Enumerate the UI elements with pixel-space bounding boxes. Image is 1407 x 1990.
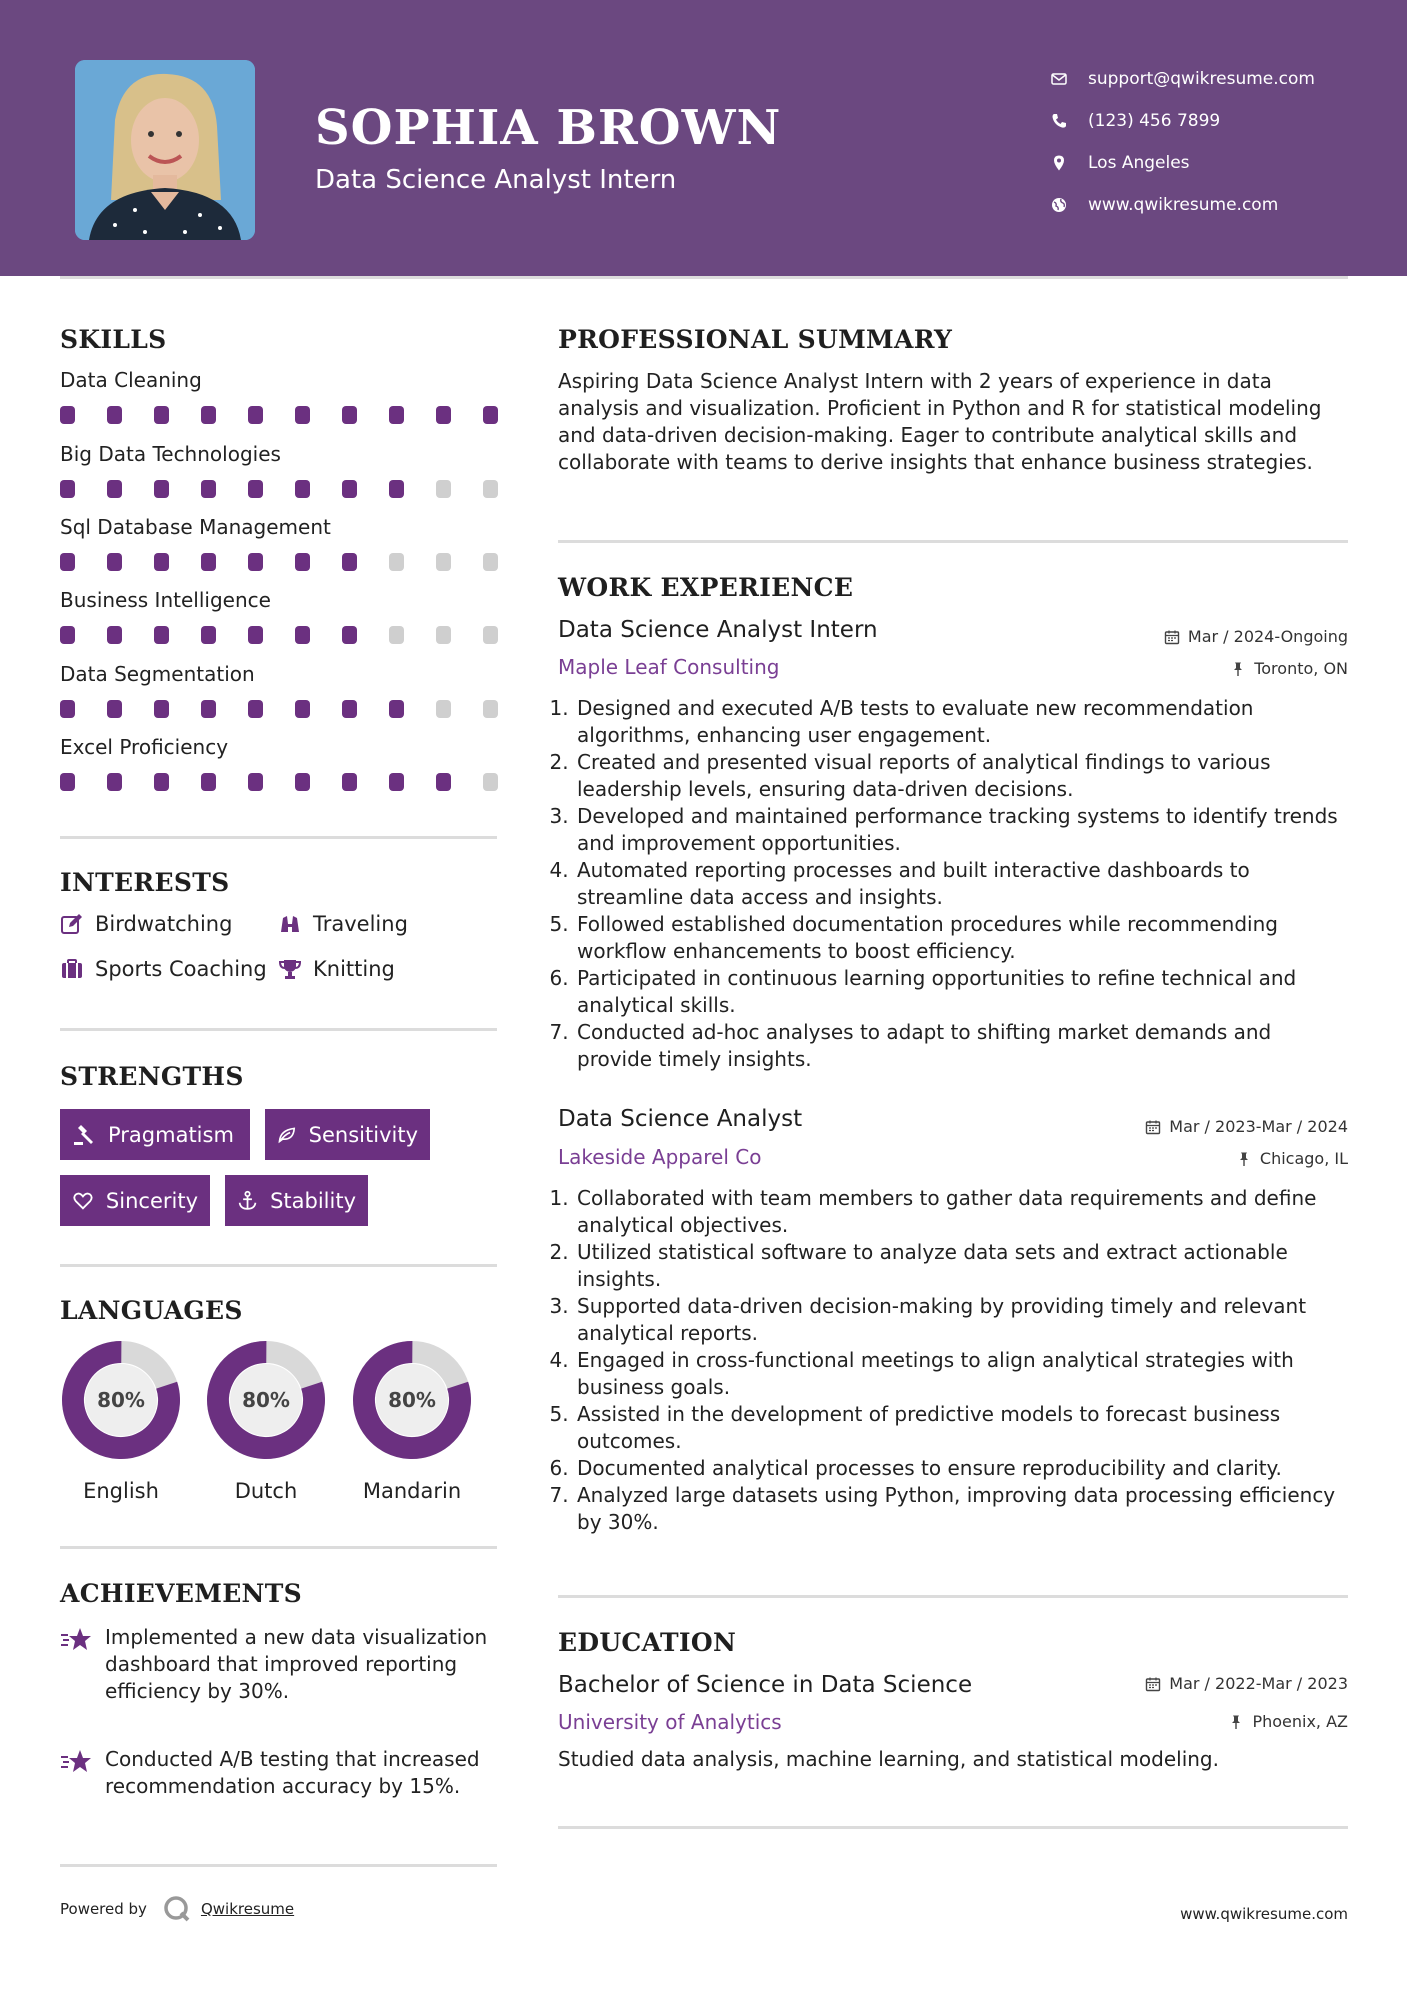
education-location xyxy=(1228,1712,1348,1731)
achievements-heading: ACHIEVEMENTS xyxy=(60,1579,302,1608)
job-location-text: Chicago, IL xyxy=(1259,1149,1348,1168)
skill-dot-filled xyxy=(295,553,310,571)
calendar-icon xyxy=(1164,629,1180,645)
section-divider xyxy=(60,1546,497,1549)
interest-label: Traveling xyxy=(313,912,408,936)
list-item: 2. Created and presented visual reports of analytical findings to various leadership levels, ensuring data-driven decisions. xyxy=(575,749,1348,803)
language-donut xyxy=(60,1339,182,1461)
list-item: 5. Followed established documentation procedures while recommending workflow enhancements to boost efficiency. xyxy=(575,911,1348,965)
strength-label: Stability xyxy=(270,1188,356,1213)
skill-dot-filled xyxy=(107,773,122,791)
anchor-icon xyxy=(237,1189,258,1213)
pin-icon xyxy=(1228,1714,1244,1730)
qwikresume-logo-icon xyxy=(163,1895,191,1923)
skill-dot-filled xyxy=(295,773,310,791)
skill-dot-empty xyxy=(436,700,451,718)
list-item: 3. Developed and maintained performance tracking systems to identify trends and improvement opportunities. xyxy=(575,803,1348,857)
language-item xyxy=(351,1339,473,1503)
skill-dot-filled xyxy=(201,480,216,498)
language-name: Mandarin xyxy=(362,1479,462,1503)
profile-photo xyxy=(75,60,255,240)
job-location xyxy=(1236,1149,1348,1168)
skill-dot-filled xyxy=(295,406,310,424)
job-bullets xyxy=(558,1185,1348,1536)
skill-dot-empty xyxy=(483,626,498,644)
skill-dot-filled xyxy=(295,626,310,644)
strength-label: Pragmatism xyxy=(108,1122,234,1147)
job-dates xyxy=(1145,1117,1348,1136)
skill-dot-filled xyxy=(342,700,357,718)
section-divider xyxy=(60,1264,497,1267)
skill-dot-filled xyxy=(60,553,75,571)
trophy-icon xyxy=(278,957,302,981)
skill-dot-filled xyxy=(154,553,169,571)
language-name: English xyxy=(83,1479,159,1503)
list-item: 1. Collaborated with team members to gather data requirements and define analytical objectives. xyxy=(575,1185,1348,1239)
skill-dot-empty xyxy=(483,553,498,571)
contact-phone-text: (123) 456 7899 xyxy=(1088,111,1221,131)
section-divider xyxy=(60,836,497,839)
skill-dot-filled xyxy=(154,700,169,718)
skill-dot-filled xyxy=(107,700,122,718)
skill-dot-filled xyxy=(154,480,169,498)
company-name: Lakeside Apparel Co xyxy=(558,1145,762,1169)
section-divider xyxy=(60,1028,497,1031)
skill-dot-filled xyxy=(201,406,216,424)
skill-dot-filled xyxy=(154,773,169,791)
skill-dot-filled xyxy=(248,700,263,718)
skill-dot-filled xyxy=(342,553,357,571)
section-divider xyxy=(60,1864,497,1867)
interest-label: Knitting xyxy=(313,957,395,981)
list-item: 4. Automated reporting processes and built interactive dashboards to streamline data access and insights. xyxy=(575,857,1348,911)
star-icon xyxy=(60,1748,92,1776)
education-description: Studied data analysis, machine learning, and statistical modeling. xyxy=(558,1747,1219,1771)
globe-icon xyxy=(1050,196,1068,214)
edit-icon xyxy=(60,912,84,936)
list-item: 3. Supported data-driven decision-making by providing timely and relevant analytical reports. xyxy=(575,1293,1348,1347)
skill-dot-empty xyxy=(436,626,451,644)
skill-rating xyxy=(60,626,500,646)
contact-email-text: support@qwikresume.com xyxy=(1088,69,1315,89)
candidate-role: Data Science Analyst Intern xyxy=(315,165,677,195)
skill-label: Sql Database Management xyxy=(60,515,331,539)
education-dates xyxy=(1145,1674,1348,1693)
interest-item xyxy=(278,912,408,936)
skill-dot-filled xyxy=(60,773,75,791)
skill-dot-filled xyxy=(60,626,75,644)
strength-label: Sincerity xyxy=(105,1188,198,1213)
skills-heading: SKILLS xyxy=(60,325,167,354)
language-name: Dutch xyxy=(234,1479,298,1503)
skill-dot-filled xyxy=(60,700,75,718)
skill-dot-filled xyxy=(342,406,357,424)
heart-icon xyxy=(72,1189,94,1213)
strengths-heading: STRENGTHS xyxy=(60,1062,244,1091)
skill-label: Data Cleaning xyxy=(60,368,202,392)
language-donut xyxy=(351,1339,473,1461)
skill-dot-filled xyxy=(389,700,404,718)
language-item xyxy=(205,1339,327,1503)
achievement-text: Conducted A/B testing that increased recommendation accuracy by 15%. xyxy=(105,1747,480,1798)
interest-item xyxy=(60,957,267,981)
skill-label: Data Segmentation xyxy=(60,662,255,686)
language-percent: 80% xyxy=(388,1388,436,1412)
pin-icon xyxy=(1236,1151,1252,1167)
skill-dot-filled xyxy=(201,553,216,571)
list-item: 7. Analyzed large datasets using Python, improving data processing efficiency by 30%. xyxy=(575,1482,1348,1536)
experience-heading: WORK EXPERIENCE xyxy=(558,573,854,602)
contact-location xyxy=(1050,142,1315,184)
contact-location-text: Los Angeles xyxy=(1088,153,1190,173)
skill-dot-filled xyxy=(248,480,263,498)
leaf-icon xyxy=(277,1123,297,1147)
skill-dot-filled xyxy=(154,406,169,424)
skill-dot-filled xyxy=(201,626,216,644)
language-donut xyxy=(205,1339,327,1461)
skill-dot-filled xyxy=(248,773,263,791)
skill-label: Excel Proficiency xyxy=(60,735,229,759)
job-title: Data Science Analyst xyxy=(558,1106,803,1132)
list-item: 6. Participated in continuous learning opportunities to refine technical and analytical skills. xyxy=(575,965,1348,1019)
job-location-text: Toronto, ON xyxy=(1254,659,1348,678)
skill-dot-filled xyxy=(107,553,122,571)
strength-badge xyxy=(225,1175,368,1226)
job-dates-text: Mar / 2024-Ongoing xyxy=(1187,627,1348,646)
brand-link[interactable]: Qwikresume xyxy=(200,1900,295,1918)
pin-icon xyxy=(1230,661,1246,677)
summary-text: Aspiring Data Science Analyst Intern with 2 years of experience in data analysis and visualization. Proficient in Python and R for statistical modeling and data-driven decision-making. Eager to contribute analytical skills and collaborate with teams to derive insights that enhance business strategies. xyxy=(558,369,1322,474)
education-heading: EDUCATION xyxy=(558,1628,737,1657)
skill-rating xyxy=(60,700,500,720)
skill-dot-filled xyxy=(389,406,404,424)
skill-dot-filled xyxy=(295,700,310,718)
briefcase-icon xyxy=(60,957,84,981)
strength-label: Sensitivity xyxy=(308,1122,418,1147)
contact-website-text: www.qwikresume.com xyxy=(1088,195,1279,215)
company-name: Maple Leaf Consulting xyxy=(558,655,780,679)
skill-dot-filled xyxy=(107,480,122,498)
job-bullets xyxy=(558,695,1348,1073)
skill-dot-empty xyxy=(389,626,404,644)
strength-badge xyxy=(265,1109,430,1160)
candidate-name: SOPHIA BROWN xyxy=(315,100,782,156)
section-divider xyxy=(558,540,1348,543)
skill-dot-filled xyxy=(60,480,75,498)
skill-label: Business Intelligence xyxy=(60,588,271,612)
job-dates-text: Mar / 2023-Mar / 2024 xyxy=(1169,1117,1348,1136)
list-item: 2. Utilized statistical software to analyze data sets and extract actionable insights. xyxy=(575,1239,1348,1293)
achievement-item xyxy=(60,1624,500,1705)
star-icon xyxy=(60,1626,92,1654)
list-item: 5. Assisted in the development of predictive models to forecast business outcomes. xyxy=(575,1401,1348,1455)
skill-dot-filled xyxy=(60,406,75,424)
list-item: 1. Designed and executed A/B tests to evaluate new recommendation algorithms, enhancing user engagement. xyxy=(575,695,1348,749)
degree-title: Bachelor of Science in Data Science xyxy=(558,1672,973,1698)
footer-powered-by xyxy=(60,1895,294,1923)
strength-badge xyxy=(60,1175,210,1226)
footer-url[interactable]: www.qwikresume.com xyxy=(1180,1905,1348,1923)
skill-dot-filled xyxy=(201,700,216,718)
job-location xyxy=(1230,659,1348,678)
languages-heading: LANGUAGES xyxy=(60,1296,243,1325)
calendar-icon xyxy=(1145,1119,1161,1135)
interest-item xyxy=(60,912,232,936)
skill-dot-empty xyxy=(436,553,451,571)
language-percent: 80% xyxy=(97,1388,145,1412)
skill-dot-empty xyxy=(483,773,498,791)
skill-dot-filled xyxy=(107,406,122,424)
school-name: University of Analytics xyxy=(558,1710,782,1734)
achievement-item xyxy=(60,1746,500,1800)
skill-rating xyxy=(60,553,500,573)
skill-label: Big Data Technologies xyxy=(60,442,281,466)
skill-dot-empty xyxy=(483,700,498,718)
skill-dot-filled xyxy=(483,406,498,424)
interest-label: Birdwatching xyxy=(95,912,233,936)
language-percent: 80% xyxy=(242,1388,290,1412)
resume-header xyxy=(0,0,1407,276)
education-location-text: Phoenix, AZ xyxy=(1252,1712,1348,1731)
skill-rating xyxy=(60,480,500,500)
map-pin-icon xyxy=(1050,154,1068,172)
skill-dot-filled xyxy=(201,773,216,791)
language-item xyxy=(60,1339,182,1503)
list-item: 7. Conducted ad-hoc analyses to adapt to shifting market demands and provide timely insights. xyxy=(575,1019,1348,1073)
achievement-text: Implemented a new data visualization dashboard that improved reporting efficiency by 30%. xyxy=(105,1625,488,1703)
summary-heading: PROFESSIONAL SUMMARY xyxy=(558,325,953,354)
section-divider xyxy=(558,1595,1348,1598)
skill-rating xyxy=(60,406,500,426)
skill-dot-empty xyxy=(483,480,498,498)
skill-dot-filled xyxy=(248,406,263,424)
skill-dot-filled xyxy=(342,480,357,498)
skill-dot-filled xyxy=(436,773,451,791)
skill-dot-filled xyxy=(389,480,404,498)
skill-rating xyxy=(60,773,500,793)
list-item: 6. Documented analytical processes to ensure reproducibility and clarity. xyxy=(575,1455,1348,1482)
skill-dot-filled xyxy=(342,626,357,644)
calendar-icon xyxy=(1145,1676,1161,1692)
binoculars-icon xyxy=(278,912,302,936)
contact-website[interactable] xyxy=(1050,184,1315,226)
job-title: Data Science Analyst Intern xyxy=(558,617,878,643)
contact-list xyxy=(1050,58,1315,226)
skill-dot-filled xyxy=(248,626,263,644)
interests-heading: INTERESTS xyxy=(60,868,230,897)
job-dates xyxy=(1164,627,1348,646)
strength-badge xyxy=(60,1109,250,1160)
skill-dot-filled xyxy=(389,773,404,791)
skill-dot-filled xyxy=(342,773,357,791)
list-item: 4. Engaged in cross-functional meetings to align analytical strategies with business goals. xyxy=(575,1347,1348,1401)
skill-dot-filled xyxy=(248,553,263,571)
education-dates-text: Mar / 2022-Mar / 2023 xyxy=(1169,1674,1348,1693)
powered-by-text: Powered by xyxy=(60,1900,147,1918)
skill-dot-empty xyxy=(389,553,404,571)
header-divider xyxy=(60,276,1348,279)
skill-dot-empty xyxy=(436,480,451,498)
skill-dot-filled xyxy=(107,626,122,644)
contact-phone[interactable] xyxy=(1050,100,1315,142)
skill-dot-filled xyxy=(436,406,451,424)
envelope-icon xyxy=(1050,70,1068,88)
section-divider xyxy=(558,1826,1348,1829)
interest-label: Sports Coaching xyxy=(95,957,267,981)
interest-item xyxy=(278,957,395,981)
gavel-icon xyxy=(72,1123,96,1147)
contact-email[interactable] xyxy=(1050,58,1315,100)
phone-icon xyxy=(1050,112,1068,130)
skill-dot-filled xyxy=(295,480,310,498)
skill-dot-filled xyxy=(154,626,169,644)
